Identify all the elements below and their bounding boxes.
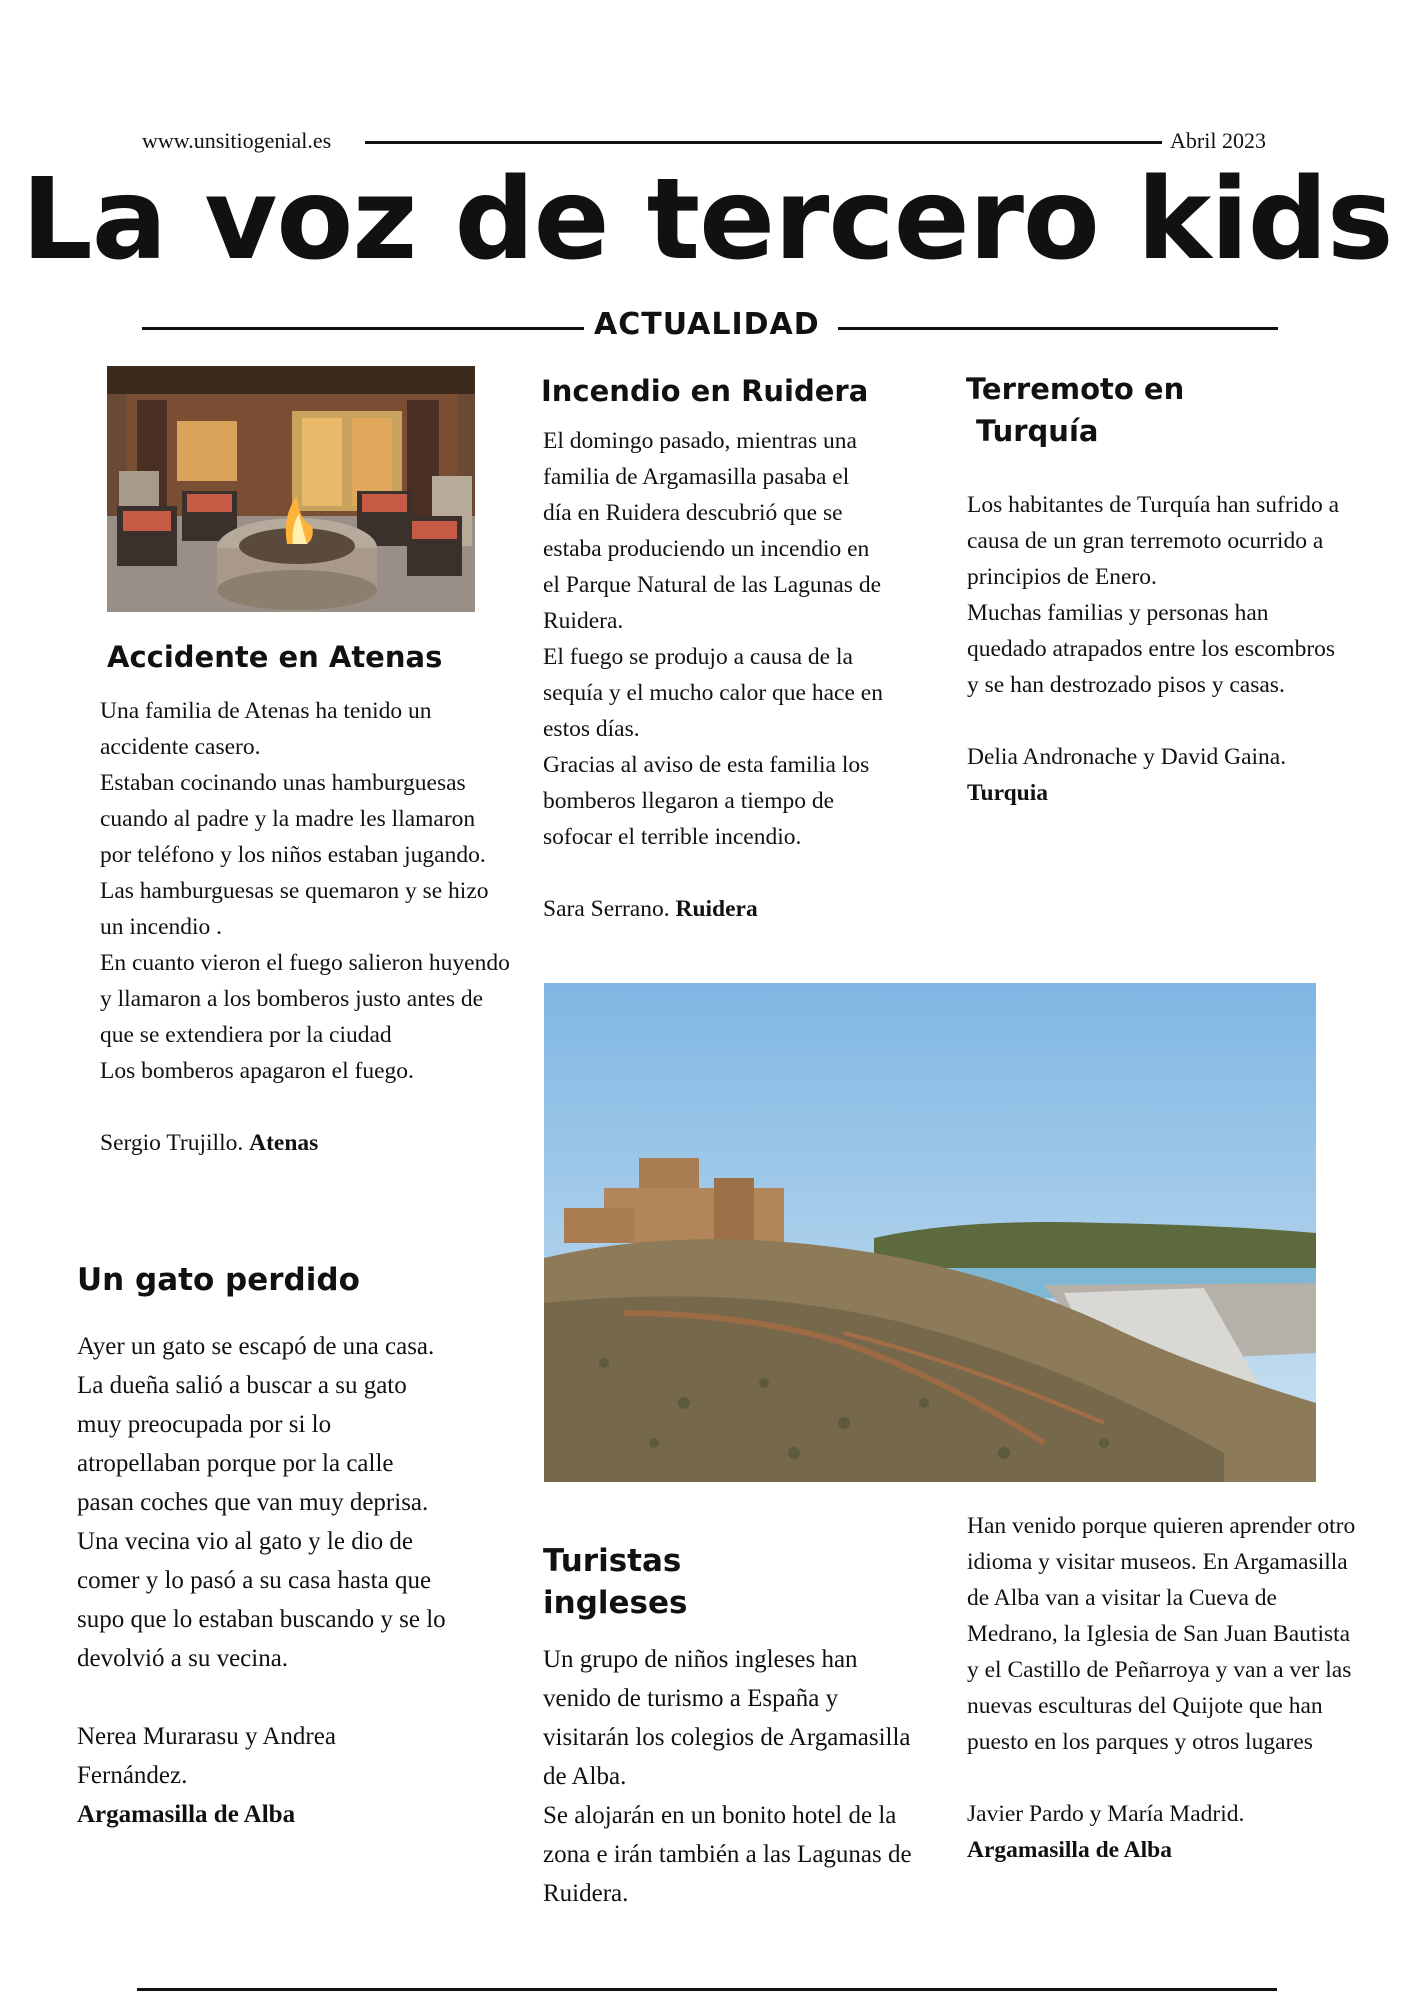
article-turistas-line: Se alojarán en un bonito hotel de la zona e irán también a las Lagunas de Ruidera.: [543, 1802, 912, 1907]
article-ruidera-body: [543, 423, 883, 927]
issue-date: Abril 2023: [1170, 128, 1266, 153]
article-gato-title: Un gato perdido: [77, 1262, 360, 1298]
article-atenas-line: En cuanto vieron el fuego salieron huyendo y llamaron a los bomberos justo antes de que se extendiera por la ciudad: [100, 950, 510, 1048]
place: Ruidera: [675, 896, 758, 922]
article-atenas: [107, 636, 517, 678]
place: Atenas: [249, 1130, 319, 1156]
article-atenas-line: Estaban cocinando unas hamburguesas cuando al padre y la madre les llamaron por teléfono y los niños estaban jugando.: [100, 770, 486, 868]
article-turquia-line: Los habitantes de Turquía han sufrido a causa de un gran terremoto ocurrido a principios de Enero.: [967, 492, 1340, 590]
title-line: Terremoto en: [966, 372, 1185, 406]
article-turistas-place: [967, 1832, 1362, 1868]
article-gato-body: [77, 1327, 452, 1834]
article-gato-line: Una vecina vio al gato y le dio de comer y lo pasó a su casa hasta que supo que lo estaban buscando y se lo devolvió a su vecina.: [77, 1528, 446, 1672]
author: Sara Serrano.: [543, 896, 670, 922]
place: Argamasilla de Alba: [77, 1801, 296, 1828]
article-atenas-body: [100, 693, 510, 1161]
author: Delia Andronache y David Gaina.: [967, 744, 1287, 770]
article-turistas-continued: [967, 1508, 1362, 1868]
article-atenas-byline: [100, 1125, 510, 1161]
author: Sergio Trujillo.: [100, 1130, 244, 1156]
article-turquia-title: [966, 368, 1326, 452]
article-ruidera-byline: [543, 891, 883, 927]
article-atenas-line: Una familia de Atenas ha tenido un accidente casero.: [100, 698, 432, 760]
article-turquia-byline: [967, 739, 1347, 811]
article-turistas-line: Un grupo de niños ingleses han venido de turismo a España y visitarán los colegios de Argamasilla de Alba.: [543, 1646, 911, 1790]
place: Argamasilla de Alba: [967, 1837, 1172, 1863]
section-rule-left: [142, 327, 584, 330]
article-turistas-line: Han venido porque quieren aprender otro idioma y visitar museos. En Argamasilla de Alba van a visitar la Cueva de Medrano, la Iglesia de San Juan Bautista y el Castillo de Peñarroya y van a ver las nuevas esculturas del Quijote que han puesto en los parques y otros lugares: [967, 1513, 1356, 1755]
footer-rule: [137, 1988, 1277, 1991]
place: Turquia: [967, 780, 1049, 806]
article-turistas-body: [543, 1640, 923, 1913]
site-url: www.unsitiogenial.es: [142, 128, 332, 153]
article-ruidera-title: Incendio en Ruidera: [541, 374, 869, 408]
fire-pit-photo: [107, 366, 475, 612]
castle-reservoir-photo: [544, 983, 1316, 1482]
title-line: Turistas: [543, 1543, 682, 1579]
article-turquia-line: Muchas familias y personas han quedado atrapados entre los escombros y se han destrozado pisos y casas.: [967, 600, 1336, 698]
article-turistas-author: Javier Pardo y María Madrid.: [967, 1801, 1245, 1827]
article-gato-author: Nerea Murarasu y Andrea Fernández.: [77, 1723, 336, 1789]
article-atenas-line: Los bomberos apagaron el fuego.: [100, 1058, 414, 1084]
article-atenas-title: Accidente en Atenas: [107, 640, 443, 674]
section-rule-right: [838, 327, 1278, 330]
header-rule: [365, 141, 1162, 144]
article-turquia-body: [967, 487, 1347, 811]
article-gato-line: Ayer un gato se escapó de una casa. La dueña salió a buscar a su gato muy preocupada por si lo atropellaban porque por la calle pasan coches que van muy deprisa.: [77, 1333, 435, 1516]
article-ruidera-line: Gracias al aviso de esta familia los bomberos llegaron a tiempo de sofocar el terrible incendio.: [543, 752, 870, 850]
title-line: Turquía: [976, 414, 1099, 448]
article-gato-place: [77, 1795, 452, 1834]
article-turistas-title: [543, 1540, 843, 1624]
masthead-title: La voz de tercero kids: [21, 155, 1393, 285]
title-line: ingleses: [543, 1585, 688, 1621]
article-ruidera-line: El domingo pasado, mientras una familia de Argamasilla pasaba el día en Ruidera descubrió que se estaba produciendo un incendio en el Parque Natural de las Lagunas de Ruidera.: [543, 428, 882, 634]
section-title: ACTUALIDAD: [594, 307, 820, 342]
article-atenas-line: Las hamburguesas se quemaron y se hizo un incendio .: [100, 878, 489, 940]
article-ruidera-line: El fuego se produjo a causa de la sequía y el mucho calor que hace en estos días.: [543, 644, 883, 742]
